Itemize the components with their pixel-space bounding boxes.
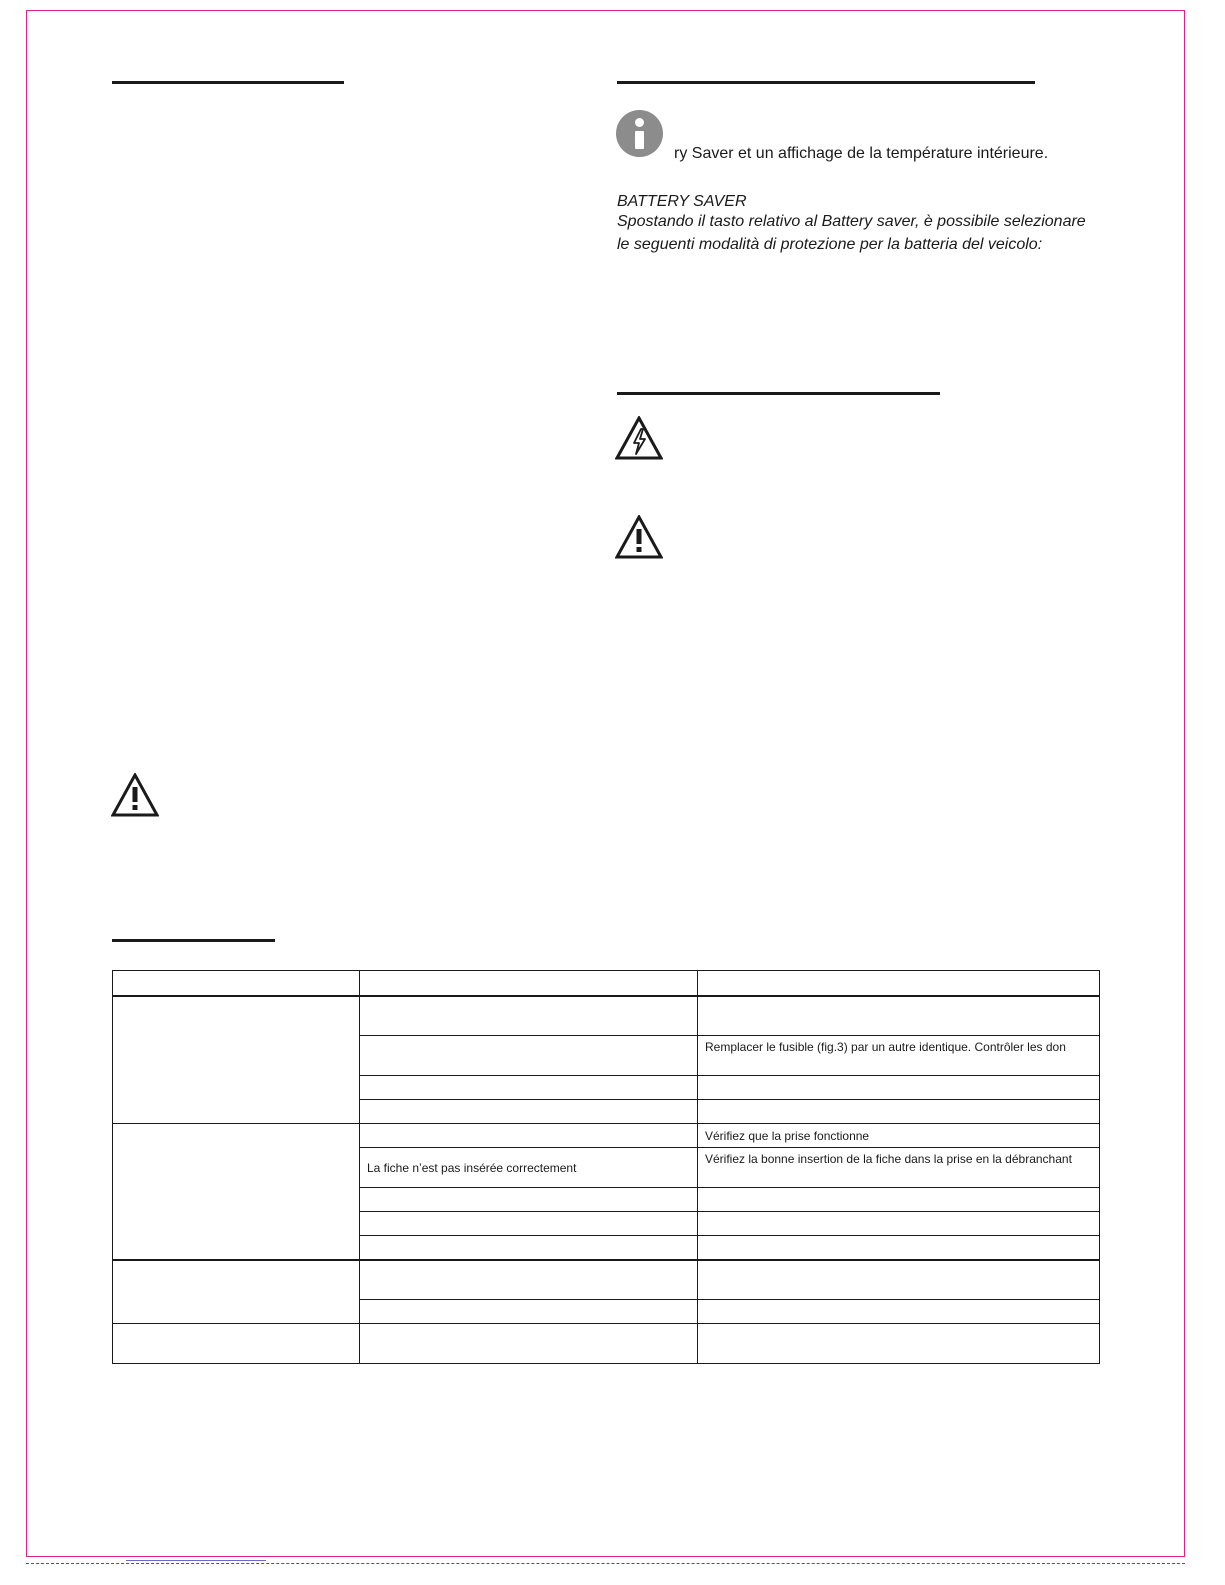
cause-cell [360,1124,698,1148]
cause-cell: La fiche n’est pas insérée correctement [360,1148,698,1188]
page-bottom-link-underline [126,1560,266,1561]
solution-cell: Remplacer le fusible (fig.3) par un autre identique. Contrôler les don [698,1036,1100,1076]
battery-saver-line-2: le seguenti modalità di protezione per la batteria del veicolo: [617,236,1043,253]
solution-cell [698,1100,1100,1124]
battery-saver-line-1: Spostando il tasto relativo al Battery saver, è possibile selezionare [617,213,1086,230]
safety-section-heading-rule [617,392,940,395]
cause-cell [360,1300,698,1324]
battery-saver-title: BATTERY SAVER [617,193,747,210]
page-bottom-rule [26,1563,1185,1564]
warning-icon [111,773,159,817]
table-row [113,1324,1100,1364]
cause-cell [360,1212,698,1236]
table-header-row [113,971,1100,996]
solution-cell: Vérifiez que la prise fonctionne [698,1124,1100,1148]
solution-cell [698,1324,1100,1364]
cause-cell [360,1076,698,1100]
solution-cell [698,1076,1100,1100]
solution-cell: Vérifiez la bonne insertion de la fiche dans la prise en la débranchant [698,1148,1100,1188]
solution-cell [698,1300,1100,1324]
warning-icon [615,515,663,559]
cause-cell [360,1036,698,1076]
problem-cell [113,1124,360,1260]
problem-cell [113,996,360,1124]
right-section-heading-rule [617,81,1035,84]
table-row [113,996,1100,1036]
info-icon [616,110,663,157]
left-section-heading-rule [112,81,344,84]
info-text: ry Saver et un affichage de la température intérieure. [674,145,1049,162]
cause-cell [360,996,698,1036]
problem-cell [113,1260,360,1324]
troubleshooting-table [112,970,1100,1364]
table-header-cell [698,971,1100,996]
solution-cell [698,1260,1100,1300]
cause-cell [360,1100,698,1124]
cause-cell [360,1236,698,1260]
cause-cell [360,1260,698,1300]
table-row [113,1124,1100,1148]
table-header-cell [360,971,698,996]
table-header-cell [113,971,360,996]
solution-cell [698,1188,1100,1212]
problem-cell [113,1324,360,1364]
cause-cell [360,1324,698,1364]
troubleshooting-heading-rule [112,939,275,942]
solution-cell [698,1212,1100,1236]
solution-cell [698,996,1100,1036]
cause-cell [360,1188,698,1212]
table-row [113,1260,1100,1300]
electric-warning-icon [615,416,663,460]
solution-cell [698,1236,1100,1260]
